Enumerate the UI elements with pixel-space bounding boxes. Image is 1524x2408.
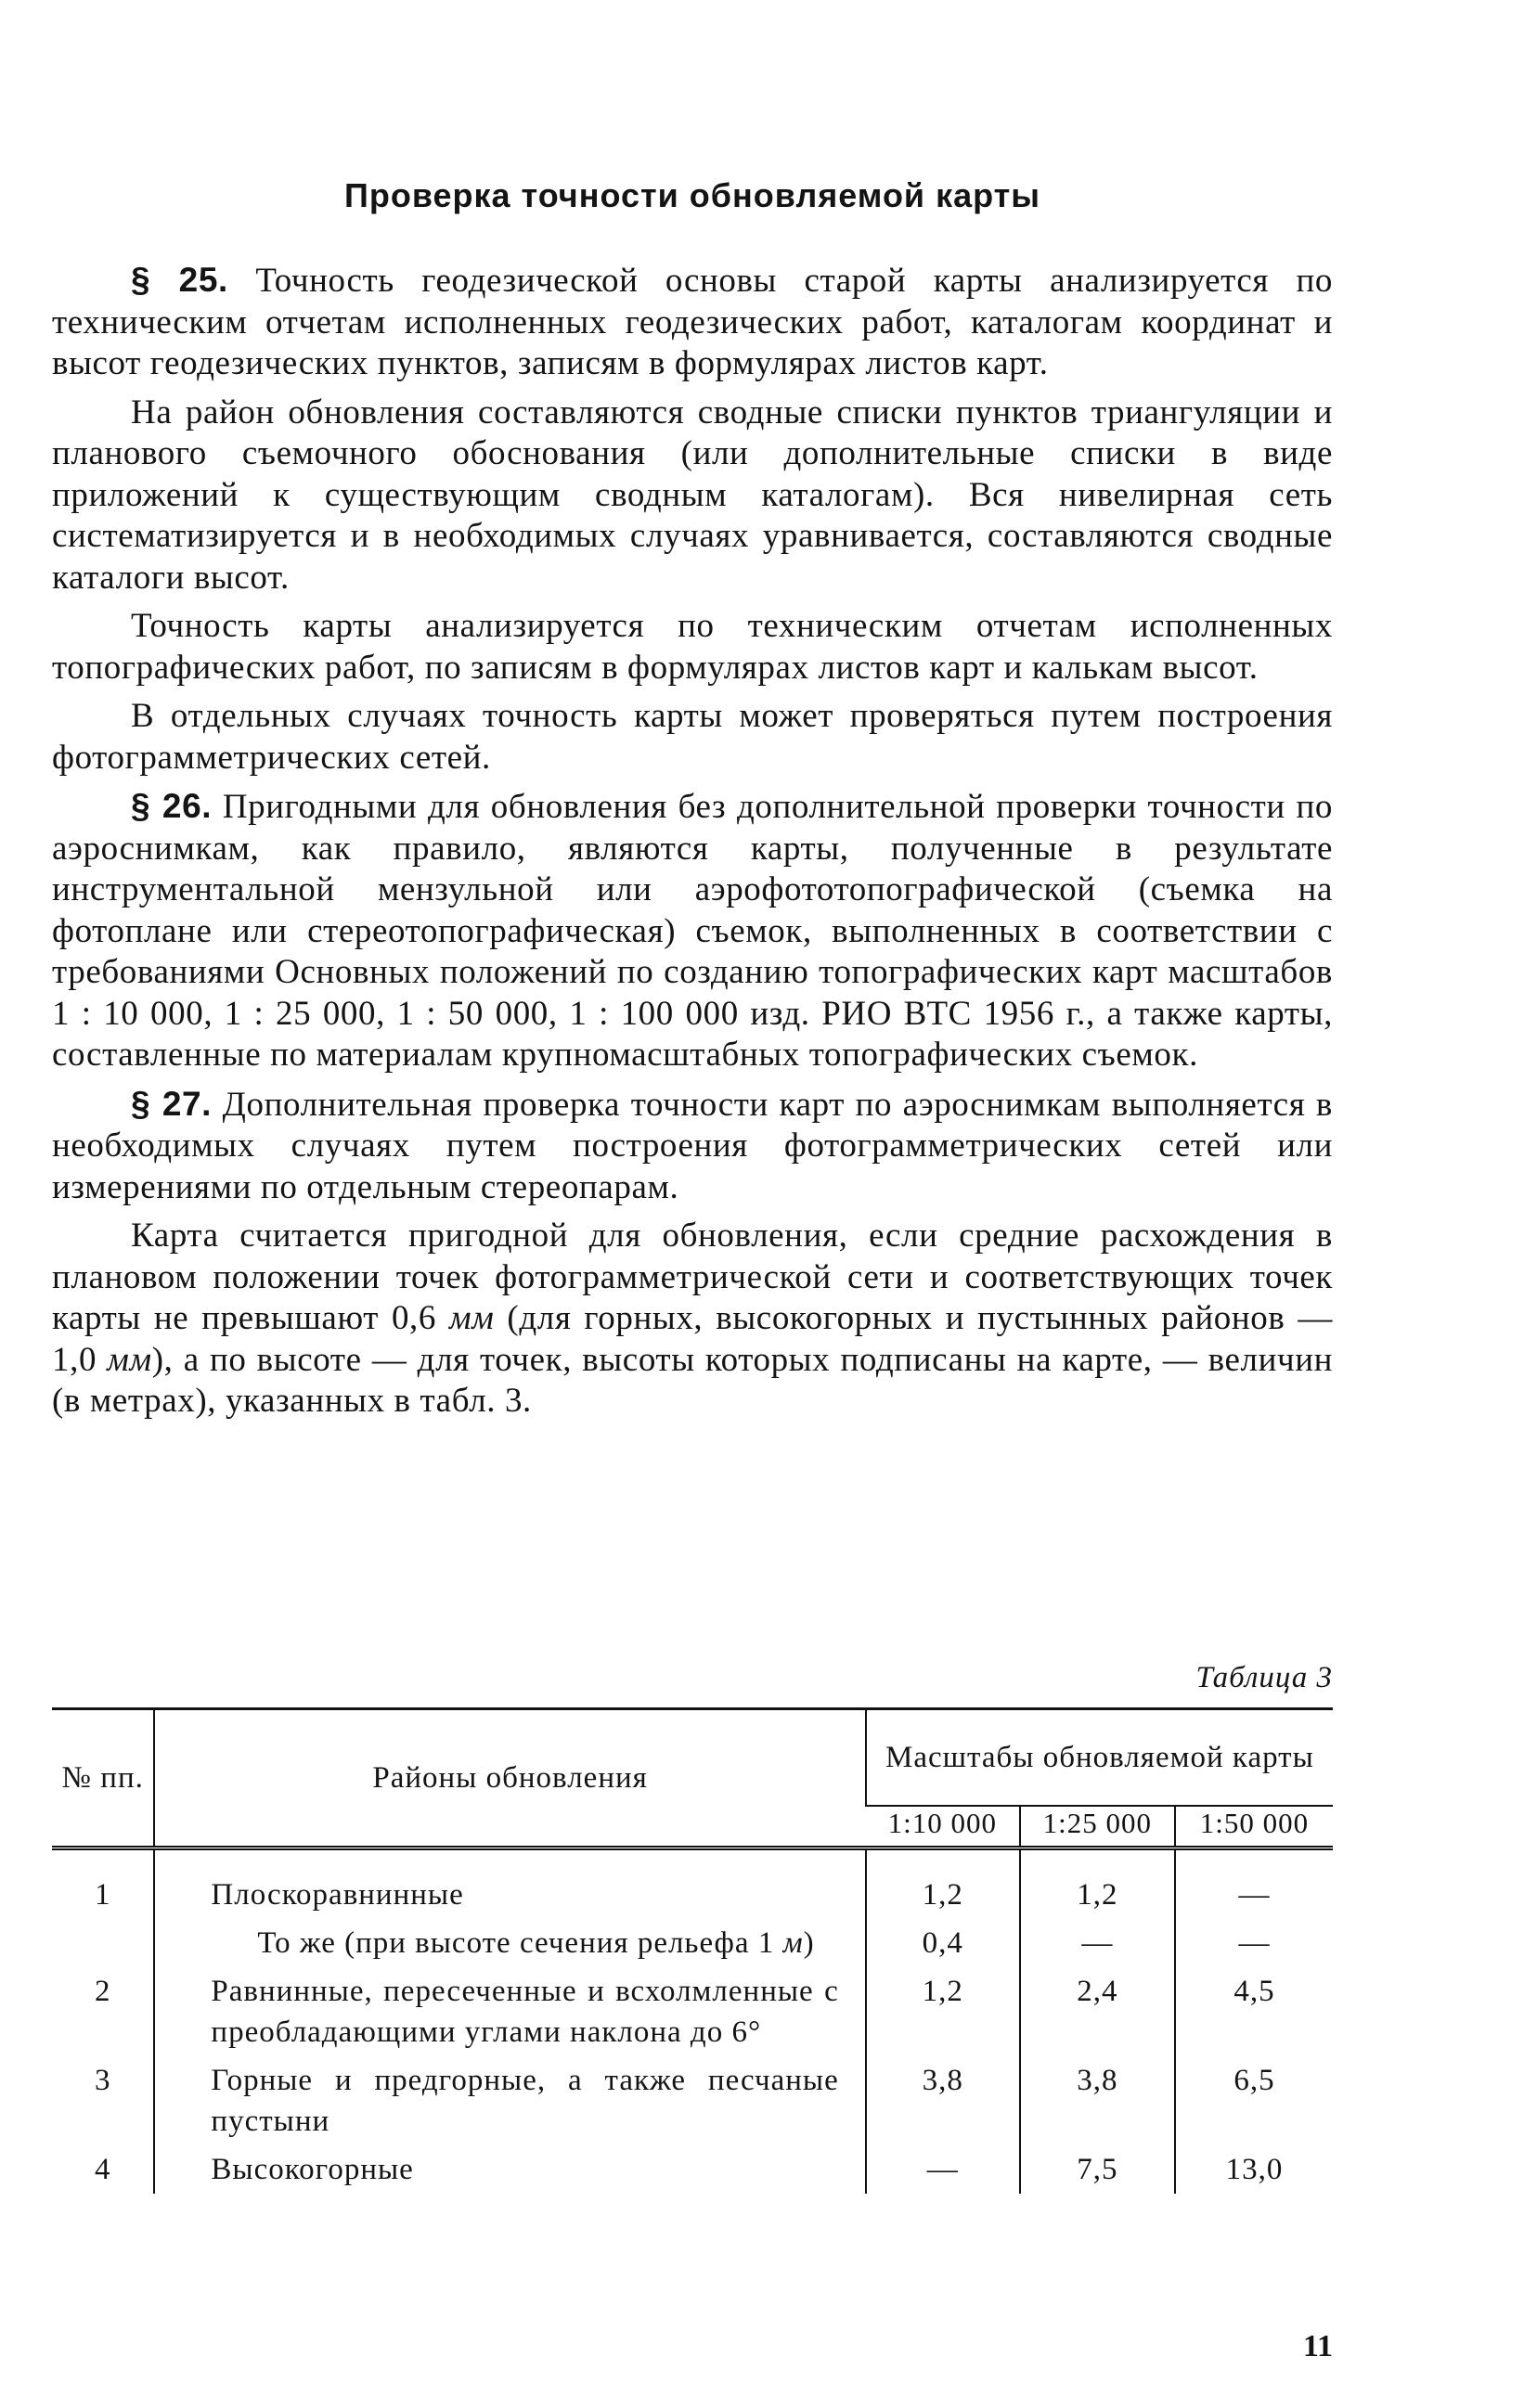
row-number: 4 [94,2153,111,2186]
row-value-50000: 4,5 [1175,1967,1333,2056]
paragraph [52,393,1333,599]
accuracy-table [52,1707,1333,2194]
table-caption: Таблица 3 [1195,1661,1333,1694]
row-value-10000: 1,2 [866,1848,1020,1920]
row-number: 2 [94,1975,111,2008]
paragraph-text: Точность геодезической основы старой карты анализируется по техническим отчетам исполненных геодезических работ, каталогам координат и высот геодезических пунктов, записям в формулярах листов карт. [52,262,1333,382]
unit-mm: мм [107,1340,152,1379]
table-row [52,2056,1333,2145]
document-page [52,0,1333,2408]
paragraph-text: Пригодными для обновления без дополнительной проверки точности по аэроснимкам, как правило, являются карты, полученные в результате инструментальной мензульной или аэрофототопографической (съемка на фотоплане или стереотопографическая) съемок, выполненных в соответствии с требованиями Основных положений по созданию топографических карт масштабов 1 : 10 000, 1 : 25 000, 1 : 50 000, 1 : 100 000 изд. РИО ВТС 1956 г., а также карты, составленные по материалам крупномасштабных топографических съемок. [52,788,1333,1074]
paragraph-text: Карта считается пригодной для обновления, если средние расхождения в плановом положении точек фотограмметрической сети и соответствующих точек карты не превышают 0,6 [52,1217,1333,1337]
row-region-text: ) [803,1926,815,1960]
row-region [154,1919,865,1967]
row-value-50000: 13,0 [1175,2145,1333,2194]
paragraph [52,1216,1333,1423]
body-text [52,260,1333,1430]
table-row [52,1919,1333,1967]
row-region-text: То же (при высоте сечения рельефа 1 [257,1926,783,1960]
unit-m: м [782,1926,804,1960]
header-scale-25000: 1:25 000 [1020,1806,1175,1848]
paragraph-text: В отдельных случаях точность карты может проверяться путем построения фотограмметрических сетей. [52,697,1333,777]
page-number: 11 [1302,2329,1333,2363]
paragraph-26 [52,786,1333,1076]
section-marker: § 26. [131,787,213,825]
section-marker: § 25. [131,261,228,299]
row-value-10000: 1,2 [866,1967,1020,2056]
paragraph-25 [52,260,1333,385]
table-row [52,1967,1333,2056]
paragraph-27 [52,1084,1333,1209]
paragraph-text: Дополнительная проверка точности карт по аэроснимкам выполняется в необходимых случаях путем построения фотограмметрических сетей или измерениями по отдельным стереопарам. [52,1085,1333,1206]
paragraph [52,696,1333,779]
row-region: Равнинные, пересеченные и всхолмленные с преобладающими углами наклона до 6° [154,1967,865,2056]
row-value-50000: 6,5 [1175,2056,1333,2145]
header-scale-10000: 1:10 000 [866,1806,1020,1848]
row-number [52,1919,154,1967]
paragraph-text: (для горных, высокогорных и пустынных районов — 1,0 [52,1299,1333,1379]
row-value-50000: — [1175,1848,1333,1920]
header-number: № пп. [61,1760,144,1795]
paragraph-text: На район обновления составляются сводные списки пунктов триангуляции и планового съемочного обоснования (или дополнительные списки в виде приложений к существующим сводным каталогам). Вся нивелирная сеть систематизируется и в необходимых случаях уравнивается, составляются сводные каталоги высот. [52,393,1333,597]
unit-mm: мм [448,1299,495,1337]
row-value-25000: 7,5 [1020,2145,1175,2194]
header-scale-50000: 1:50 000 [1175,1806,1333,1848]
row-region: Горные и предгорные, а также песчаные пустыни [154,2056,865,2145]
row-number: 3 [94,2064,111,2097]
row-region: Высокогорные [154,2145,865,2194]
row-region: Плоскоравнинные [154,1848,865,1920]
row-value-10000: — [866,2145,1020,2194]
page-title: Проверка точности обновляемой карты [343,176,1040,214]
header-region: Районы обновления [154,1709,865,1848]
paragraph [52,606,1333,689]
row-value-25000: 1,2 [1020,1848,1175,1920]
row-number: 1 [94,1878,111,1912]
row-value-25000: — [1020,1919,1175,1967]
paragraph-text: Точность карты анализируется по техническим отчетам исполненных топографических работ, по записям в формулярах листов карт и калькам высот. [52,607,1333,687]
row-value-10000: 0,4 [866,1919,1020,1967]
row-value-25000: 3,8 [1020,2056,1175,2145]
section-marker: § 27. [131,1084,213,1123]
row-value-25000: 2,4 [1020,1967,1175,2056]
row-value-50000: — [1175,1919,1333,1967]
paragraph-text: ), а по высоте — для точек, высоты которых подписаны на карте, — величин (в метрах), указанных в табл. 3. [52,1340,1333,1420]
row-value-10000: 3,8 [866,2056,1020,2145]
table-row [52,1848,1333,1920]
table-row [52,2145,1333,2194]
header-scales-group: Масштабы обновляемой карты [866,1709,1333,1807]
